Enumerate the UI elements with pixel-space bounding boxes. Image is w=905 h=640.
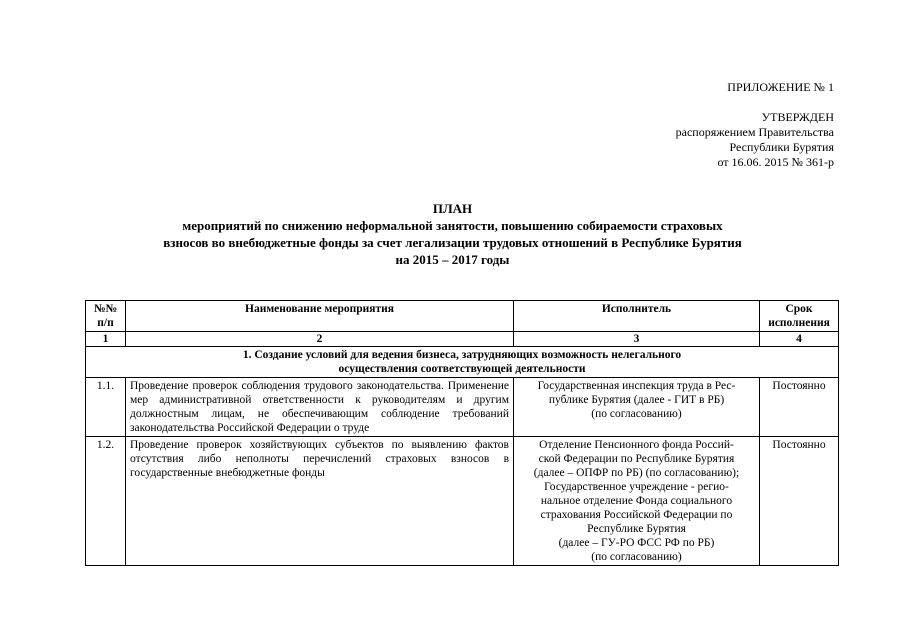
header-name: Наименование мероприятия — [126, 301, 514, 332]
row-executor — [514, 437, 760, 566]
title-line: взносов во внебюджетные фонды за счет легализации трудовых отношений в Республике Бурятия — [163, 235, 742, 250]
table-row — [86, 378, 839, 437]
row-term: Постоянно — [760, 437, 839, 566]
executor-line: публике Бурятия (далее - ГИТ в РБ) — [548, 394, 725, 406]
executor-line: Государственная инспекция труда в Рес- — [537, 380, 736, 392]
header-term — [760, 301, 839, 332]
executor-line: Отделение Пенсионного фонда Россий- — [539, 439, 734, 451]
column-number: 1 — [86, 332, 126, 347]
section-heading-line: 1. Создание условий для ведения бизнеса, затрудняющих возможность нелегального — [242, 349, 682, 361]
column-number: 2 — [126, 332, 514, 347]
executor-line: страхования Российской Федерации по — [540, 509, 733, 521]
executor-line: ской Федерации по Республике Бурятия — [538, 453, 735, 465]
section-row — [86, 347, 839, 378]
row-activity: Проведение проверок хозяйствующих субъектов по выявлению фактов отсутствия либо неполноты перечислений страховых взносов в государственные внебюджетные фонды — [126, 437, 514, 566]
row-activity: Проведение проверок соблюдения трудового законодательства. Применение мер административной ответственности к руководителям и другим должностным лицам, не обеспечивающим соблюдение требований законодательства Российской Федерации о труде — [126, 378, 514, 437]
row-executor — [514, 378, 760, 437]
title-line: на 2015 – 2017 годы — [395, 252, 510, 267]
executor-line: (далее – ГУ-РО ФСС РФ по РБ) — [558, 537, 715, 549]
header-num — [86, 301, 126, 332]
appendix-label: ПРИЛОЖЕНИЕ № 1 — [727, 80, 834, 94]
approved-title: УТВЕРЖДЕН — [761, 110, 834, 124]
document-title — [0, 200, 905, 268]
executor-line: (далее – ОПФР по РБ) (по согласованию); — [533, 467, 740, 479]
header-num-line: п/п — [97, 317, 114, 329]
column-number: 4 — [760, 332, 839, 347]
header-term-line: Срок — [785, 303, 813, 315]
approved-line: Республики Бурятия — [729, 140, 834, 154]
row-term: Постоянно — [760, 378, 839, 437]
approval-block — [676, 110, 834, 170]
executor-line: нальное отделение Фонда социального — [540, 495, 733, 507]
section-heading — [86, 347, 839, 378]
title-line: ПЛАН — [432, 201, 473, 216]
row-number: 1.1. — [86, 378, 126, 437]
section-heading-line: осуществления соответствующей деятельности — [338, 363, 586, 375]
header-num-line: №№ — [93, 303, 118, 315]
executor-line: (по согласованию) — [591, 408, 682, 420]
approved-line: от 16.06. 2015 № 361-р — [717, 155, 834, 169]
executor-line: Государственное учреждение - регио- — [544, 481, 729, 493]
table-header-row — [86, 301, 839, 332]
executor-line: (по согласованию) — [591, 551, 682, 563]
header-executor: Исполнитель — [514, 301, 760, 332]
row-number: 1.2. — [86, 437, 126, 566]
column-number: 3 — [514, 332, 760, 347]
header-term-line: исполнения — [768, 317, 830, 329]
executor-line: Республике Бурятия — [587, 523, 686, 535]
column-number-row — [86, 332, 839, 347]
table-row — [86, 437, 839, 566]
approved-line: распоряжением Правительства — [675, 125, 834, 139]
title-line: мероприятий по снижению неформальной занятости, повышению собираемости страховых — [182, 218, 723, 233]
plan-table — [85, 300, 839, 566]
